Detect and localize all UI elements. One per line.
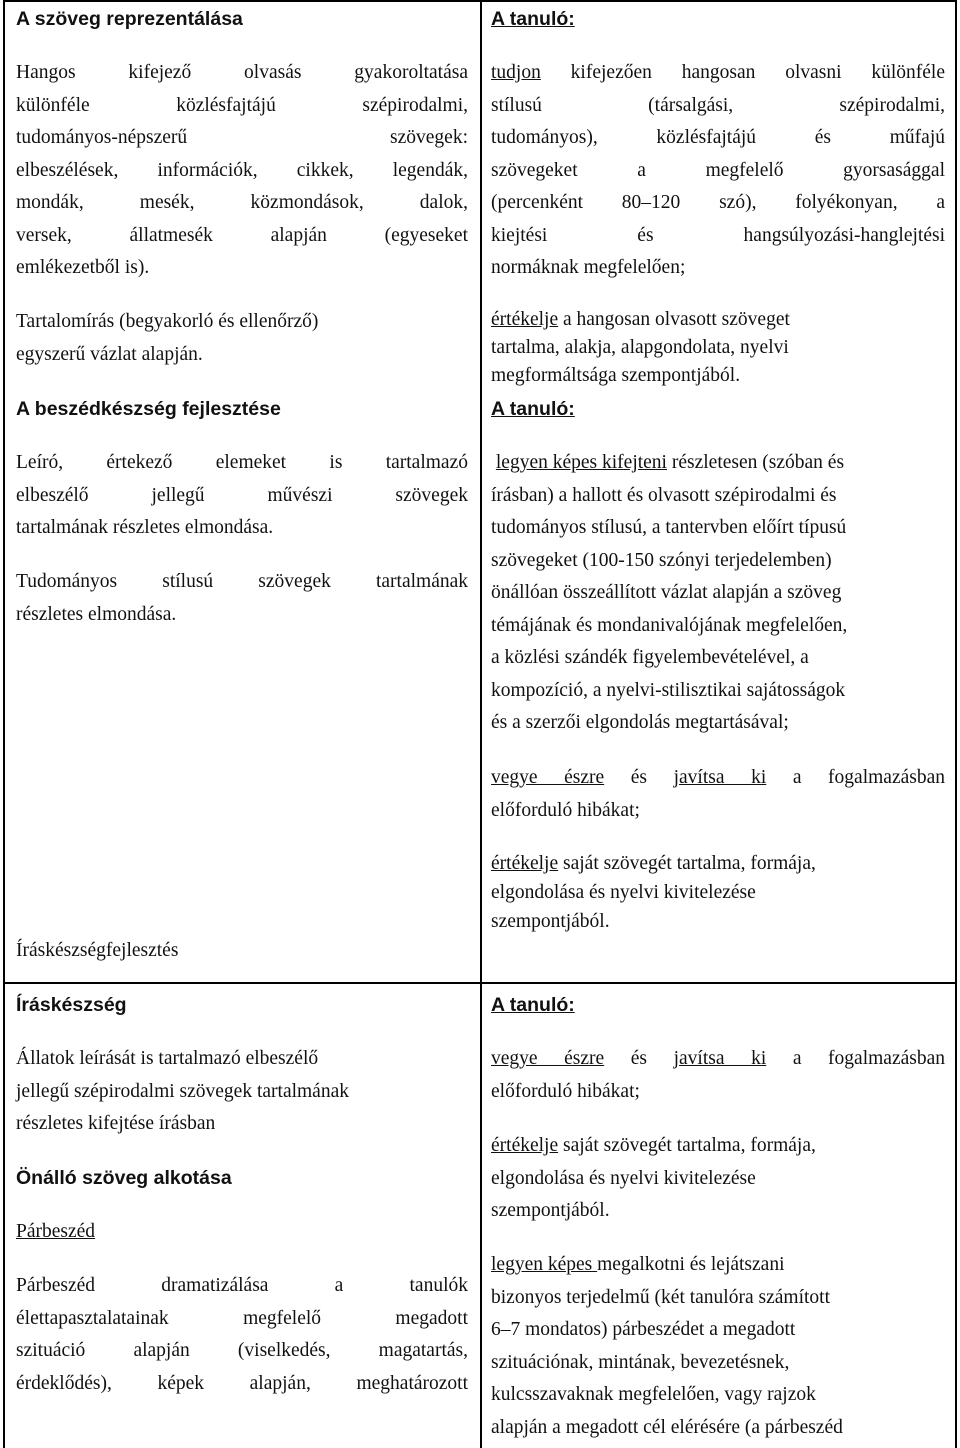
requirement-read-aloud: [491, 57, 945, 285]
requirement-verb: legyen képes kifejteni: [495, 452, 667, 473]
text-line: kiejtési és hangsúlyozási-hanglejtési: [491, 224, 945, 246]
text-line: Leíró, értekező elemeket is tartalmazó: [16, 452, 468, 473]
table-row-divider: [3, 982, 956, 984]
text-line: a közlési szándék figyelembevételével, a: [491, 647, 809, 668]
text-line: alapján a megadott cél elérésére (a párbeszéd: [491, 1416, 843, 1438]
text-line: emlékezetből is).: [16, 257, 150, 278]
text-line: egyszerű vázlat alapján.: [16, 343, 203, 365]
section-heading-speaking-skills: A beszédkészség fejlesztése: [16, 398, 281, 420]
paragraph-summary-writing: [16, 306, 468, 371]
requirement-verb: legyen képes: [491, 1254, 598, 1275]
text-line: érdeklődés), képek alapján, meghatározott: [16, 1372, 468, 1394]
text-line: önállóan összeállított vázlat alapján a szöveg: [491, 582, 842, 603]
requirement-verb: javítsa ki: [673, 767, 767, 788]
requirement-verb: tudjon: [491, 62, 541, 83]
section-heading-independent-text: Önálló szöveg alkotása: [16, 1167, 232, 1189]
text-line: kompozíció, a nyelvi-stilisztikai sajátosságok: [491, 679, 846, 701]
table-border-right: [955, 0, 957, 1448]
text-line: különféle közlésfajtájú szépirodalmi,: [16, 94, 468, 116]
text-line: szövegeket (100-150 szónyi terjedelemben): [491, 549, 832, 571]
requirement-evaluate-own-text: [491, 849, 945, 936]
text-line: jellegű szépirodalmi szövegek tartalmának: [16, 1080, 349, 1102]
table-border-left: [3, 0, 5, 1448]
requirement-correct-errors-2: [491, 1043, 945, 1108]
text-line: mondák, mesék, közmondások, dalok,: [16, 192, 468, 213]
section-heading-text-representation: A szöveg reprezentálása: [16, 8, 243, 30]
text-line: 6–7 mondatos) párbeszédet a megadott: [491, 1319, 796, 1340]
table-border-top: [3, 0, 956, 2]
requirement-explain-detail: [491, 447, 945, 740]
text-line: elgondolása és nyelvi kivitelezése: [491, 882, 756, 903]
text-line: élettapasztalatainak megfelelő megadott: [16, 1307, 468, 1329]
paragraph-scientific-retelling: [16, 566, 468, 631]
text-line: tudományos), közlésfajtájú és műfajú: [491, 127, 945, 148]
requirements-heading-student-3: A tanuló:: [491, 994, 575, 1016]
text-line: Tudományos stílusú szövegek tartalmának: [16, 571, 468, 592]
paragraph-reading-practice: [16, 57, 468, 285]
text-line: (percenként 80–120 szó), folyékonyan, a: [491, 192, 945, 213]
text-line: elbeszélő jellegű művészi szövegek: [16, 484, 468, 506]
text-line: normáknak megfelelően;: [491, 257, 686, 278]
text-line: előforduló hibákat;: [491, 799, 640, 821]
text-line: szempontjából.: [491, 911, 610, 932]
paragraph-dialogue-dramatization: [16, 1270, 468, 1400]
text-line: legyen képes kifejteni részletesen (szóban és: [495, 452, 845, 473]
text-line: Hangos kifejező olvasás gyakoroltatása: [16, 62, 468, 83]
text-line: stílusú (társalgási, szépirodalmi,: [491, 94, 945, 116]
text-line: Párbeszéd dramatizálása a tanulók: [16, 1275, 468, 1296]
text-line: elbeszélések, információk, cikkek, legendák,: [16, 159, 468, 181]
requirement-create-dialogue: [491, 1249, 945, 1444]
text-line: részletes kifejtése írásban: [16, 1113, 216, 1134]
paragraph-animal-description: [16, 1043, 468, 1141]
requirement-evaluate-own-text-2: [491, 1130, 945, 1228]
requirements-heading-student-1: A tanuló:: [491, 8, 575, 30]
paragraph-narrative-retelling: [16, 447, 468, 545]
text-line: szituáció alapján (viselkedés, magatartás,: [16, 1340, 468, 1361]
text-line: vegye észre és javítsa ki a fogalmazásban: [491, 767, 945, 788]
requirement-correct-errors: [491, 762, 945, 827]
text-line: tartalmának részletes elmondása.: [16, 517, 274, 538]
text-line: tudományos-népszerű szövegek:: [16, 127, 468, 148]
text-line: Állatok leírását is tartalmazó elbeszélő: [16, 1048, 319, 1069]
section-heading-writing-skill: Íráskészség: [16, 994, 127, 1016]
requirement-verb: vegye észre: [491, 767, 605, 788]
text-line: és a szerzői elgondolás megtartásával;: [491, 712, 789, 733]
text-line: vegye észre és javítsa ki a fogalmazásban: [491, 1048, 945, 1069]
requirement-verb: értékelje: [491, 1135, 559, 1156]
text-line: kulcsszavaknak megfelelően, vagy rajzok: [491, 1384, 816, 1405]
text-line: értékelje saját szövegét tartalma, formája,: [491, 853, 816, 874]
text-line: legyen képes megalkotni és lejátszani: [491, 1254, 785, 1275]
text-line: elgondolása és nyelvi kivitelezése: [491, 1167, 756, 1189]
requirements-heading-student-2: A tanuló:: [491, 398, 575, 420]
text-line: értékelje a hangosan olvasott szöveget: [491, 309, 790, 330]
table-column-divider: [480, 0, 482, 1448]
text-line: írásban) a hallott és olvasott szépirodalmi és: [491, 484, 837, 506]
text-line: előforduló hibákat;: [491, 1080, 640, 1102]
section-title-writing-development: Íráskészségfejlesztés: [16, 940, 179, 961]
text-line: szempontjából.: [491, 1200, 610, 1221]
text-line: részletes elmondása.: [16, 603, 177, 625]
requirement-verb: javítsa ki: [673, 1048, 767, 1069]
text-line: tudományos stílusú, a tantervben előírt típusú: [491, 517, 847, 538]
text-line: szövegeket a megfelelő gyorsasággal: [491, 159, 945, 181]
text-line: értékelje saját szövegét tartalma, formája,: [491, 1135, 816, 1156]
requirement-verb: vegye észre: [491, 1048, 605, 1069]
requirement-evaluate-reading: [491, 306, 945, 390]
text-line: bizonyos terjedelmű (két tanulóra számított: [491, 1286, 830, 1308]
text-line: megformáltsága szempontjából.: [491, 365, 741, 386]
section-heading-dialogue: Párbeszéd: [16, 1221, 96, 1242]
requirement-verb: értékelje: [491, 853, 559, 874]
text-line: versek, állatmesék alapján (egyeseket: [16, 224, 468, 246]
requirement-verb: értékelje: [491, 309, 559, 330]
text-line: Tartalomírás (begyakorló és ellenőrző): [16, 311, 319, 332]
text-line: témájának és mondanivalójának megfelelően,: [491, 614, 848, 636]
text-line: tudjon kifejezően hangosan olvasni különféle: [491, 62, 945, 83]
text-line: tartalma, alakja, alapgondolata, nyelvi: [491, 337, 789, 358]
text-line: szituációnak, mintának, bevezetésnek,: [491, 1351, 790, 1373]
